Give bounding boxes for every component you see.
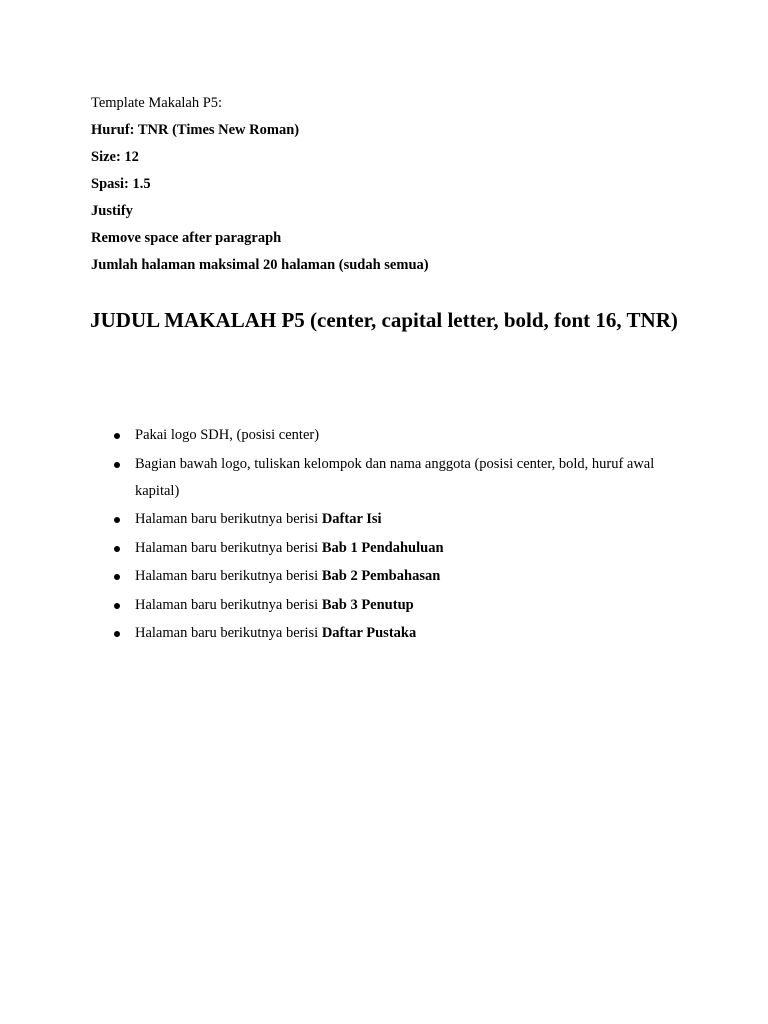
bullet-icon bbox=[114, 631, 120, 637]
list-item-bold-text: Daftar Pustaka bbox=[321, 625, 417, 641]
spec-heading: Template Makalah P5: bbox=[91, 95, 223, 111]
list-item bbox=[112, 451, 692, 505]
spec-font: Huruf: TNR (Times New Roman) bbox=[91, 122, 300, 138]
spec-page-limit: Jumlah halaman maksimal 20 halaman (sudah semua) bbox=[91, 257, 429, 273]
list-item bbox=[112, 620, 692, 647]
bullet-icon bbox=[114, 603, 120, 609]
list-item-text: Halaman baru berikutnya berisi bbox=[135, 625, 322, 641]
bullet-icon bbox=[114, 433, 120, 439]
list-item bbox=[112, 563, 692, 590]
list-item-text: Bagian bawah logo, tuliskan kelompok dan nama anggota (posisi center, bold, huruf awal kapital) bbox=[135, 455, 655, 499]
list-item-bold-text: Daftar Isi bbox=[321, 511, 382, 527]
list-item-text: Halaman baru berikutnya berisi bbox=[135, 568, 322, 584]
list-item-text: Halaman baru berikutnya berisi bbox=[135, 596, 322, 613]
bullet-icon bbox=[114, 462, 120, 468]
spec-size: Size: 12 bbox=[91, 149, 139, 165]
list-item-bold-text: Bab 3 Penutup bbox=[321, 596, 414, 613]
spec-paragraph-spacing: Remove space after paragraph bbox=[91, 230, 282, 246]
bullet-icon bbox=[114, 574, 120, 580]
template-spec bbox=[91, 92, 691, 281]
bullet-icon bbox=[114, 517, 120, 523]
spec-alignment: Justify bbox=[91, 203, 133, 219]
list-item-text: Halaman baru berikutnya berisi bbox=[135, 539, 322, 556]
list-item bbox=[112, 592, 692, 619]
list-item-text: Halaman baru berikutnya berisi bbox=[135, 511, 322, 527]
list-item bbox=[112, 506, 692, 533]
list-item bbox=[112, 422, 692, 449]
instruction-list bbox=[112, 422, 692, 649]
list-item-text: Pakai logo SDH, (posisi center) bbox=[135, 427, 320, 443]
spec-spacing: Spasi: 1.5 bbox=[91, 176, 151, 192]
list-item bbox=[112, 535, 692, 562]
document-title: JUDUL MAKALAH P5 (center, capital letter, bold, font 16, TNR) bbox=[90, 308, 678, 332]
list-item-bold-text: Bab 1 Pendahuluan bbox=[321, 539, 444, 556]
bullet-icon bbox=[114, 546, 120, 552]
list-item-bold-text: Bab 2 Pembahasan bbox=[321, 568, 441, 584]
